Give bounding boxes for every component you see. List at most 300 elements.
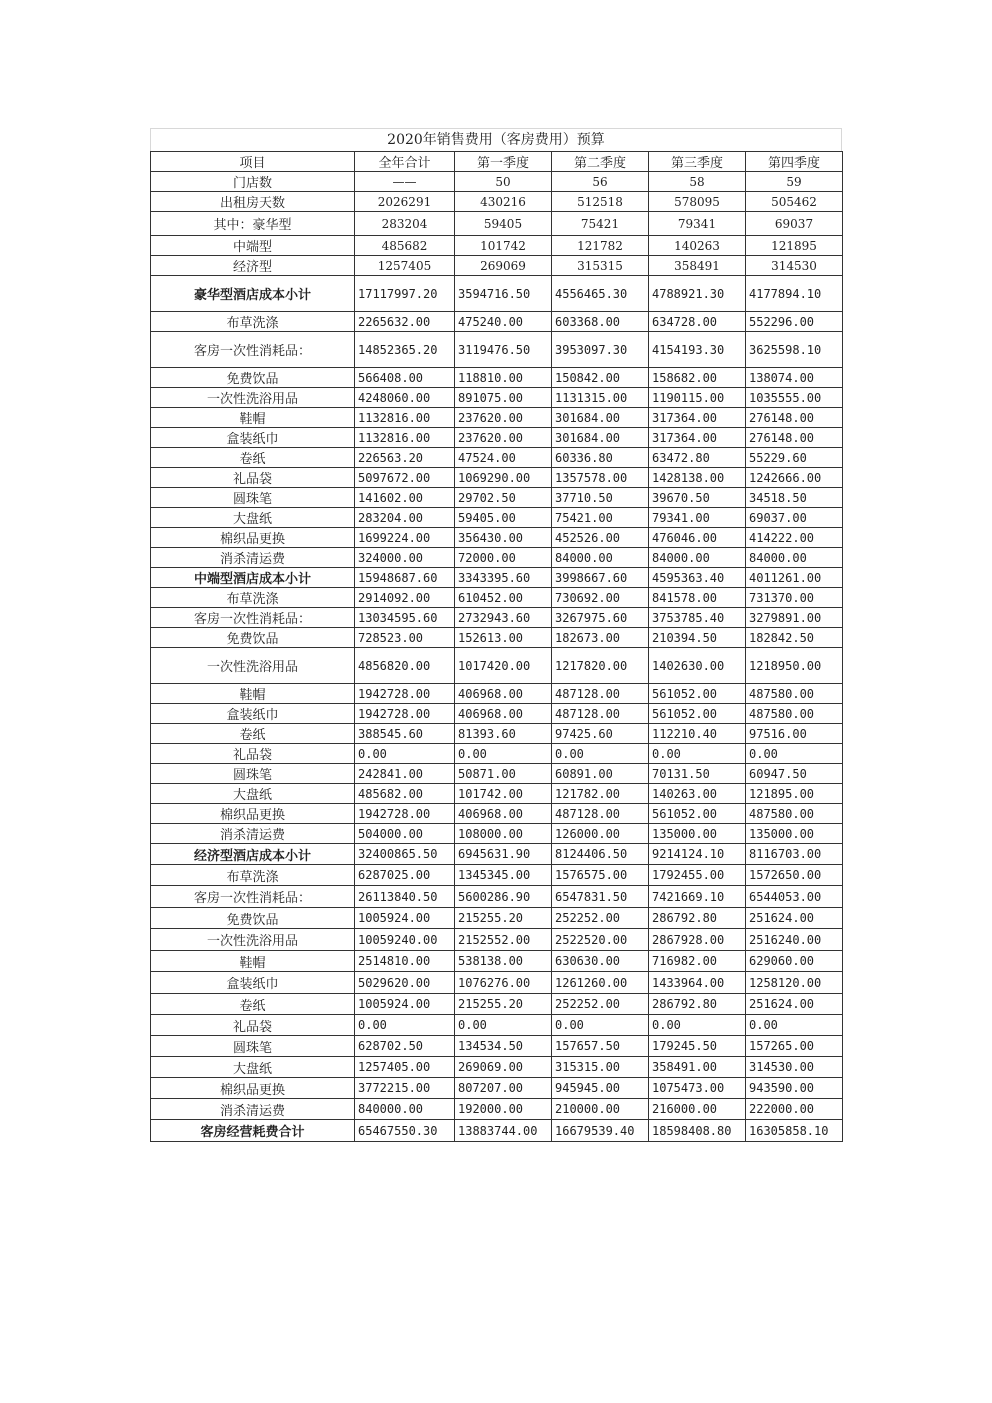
detail-row [151, 704, 843, 724]
value-cell: 0.00 [455, 744, 552, 764]
value-cell: 487580.00 [746, 684, 843, 704]
value-cell: 388545.60 [355, 724, 455, 744]
value-cell: 358491 [649, 256, 746, 276]
row-label: 客房一次性消耗品： [151, 608, 355, 628]
value-cell: 2867928.00 [649, 929, 746, 951]
row-label: 棉织品更换 [151, 528, 355, 548]
value-cell: 269069.00 [455, 1057, 552, 1078]
value-cell: 138074.00 [746, 368, 843, 388]
detail-row [151, 1057, 843, 1078]
value-cell: 3998667.60 [552, 568, 649, 588]
value-cell: 4595363.40 [649, 568, 746, 588]
value-cell: 487128.00 [552, 684, 649, 704]
value-cell: 314530 [746, 256, 843, 276]
value-cell: 0.00 [552, 1015, 649, 1036]
value-cell: 210394.50 [649, 628, 746, 648]
value-cell: 140263 [649, 236, 746, 256]
row-label: 盒装纸巾 [151, 428, 355, 448]
value-cell: 3625598.10 [746, 332, 843, 368]
subtotal-row [151, 568, 843, 588]
value-cell: 406968.00 [455, 804, 552, 824]
value-cell: 7421669.10 [649, 886, 746, 908]
value-cell: 1428138.00 [649, 468, 746, 488]
value-cell: 2152552.00 [455, 929, 552, 951]
value-cell: 6287025.00 [355, 865, 455, 886]
value-cell: 118810.00 [455, 368, 552, 388]
value-cell: 179245.50 [649, 1036, 746, 1057]
value-cell: 0.00 [455, 1015, 552, 1036]
value-cell: 237620.00 [455, 408, 552, 428]
detail-row [151, 388, 843, 408]
value-cell: 512518 [552, 192, 649, 212]
row-label: 一次性洗浴用品 [151, 648, 355, 684]
value-cell: 16679539.40 [552, 1120, 649, 1142]
value-cell: 314530.00 [746, 1057, 843, 1078]
value-cell: 4556465.30 [552, 276, 649, 312]
detail-row [151, 488, 843, 508]
value-cell: 158682.00 [649, 368, 746, 388]
subtotal-row [151, 844, 843, 865]
value-cell: 126000.00 [552, 824, 649, 844]
value-cell: 39670.50 [649, 488, 746, 508]
value-cell: 4177894.10 [746, 276, 843, 312]
value-cell: 1258120.00 [746, 972, 843, 994]
detail-row [151, 648, 843, 684]
value-cell: 69037.00 [746, 508, 843, 528]
value-cell: 317364.00 [649, 408, 746, 428]
value-cell: 1942728.00 [355, 684, 455, 704]
value-cell: 807207.00 [455, 1078, 552, 1099]
value-cell: 538138.00 [455, 951, 552, 972]
value-cell: 452526.00 [552, 528, 649, 548]
header-cell: 第一季度 [455, 152, 552, 172]
value-cell: 504000.00 [355, 824, 455, 844]
value-cell: 2026291 [355, 192, 455, 212]
value-cell: 487580.00 [746, 704, 843, 724]
value-cell: 55229.60 [746, 448, 843, 468]
value-cell: 840000.00 [355, 1099, 455, 1120]
value-cell: 485682 [355, 236, 455, 256]
value-cell: 1699224.00 [355, 528, 455, 548]
header-cell: 全年合计 [355, 152, 455, 172]
row-label: 大盘纸 [151, 508, 355, 528]
value-cell: 1218950.00 [746, 648, 843, 684]
value-cell: 60947.50 [746, 764, 843, 784]
value-cell: 505462 [746, 192, 843, 212]
row-label: 大盘纸 [151, 1057, 355, 1078]
value-cell: 4154193.30 [649, 332, 746, 368]
value-cell: 1792455.00 [649, 865, 746, 886]
value-cell: 79341.00 [649, 508, 746, 528]
value-cell: 252252.00 [552, 908, 649, 929]
row-label: 豪华型酒店成本小计 [151, 276, 355, 312]
value-cell: 315315 [552, 256, 649, 276]
value-cell: 121782.00 [552, 784, 649, 804]
value-cell: 3279891.00 [746, 608, 843, 628]
value-cell: 37710.50 [552, 488, 649, 508]
row-label: 礼品袋 [151, 744, 355, 764]
value-cell: 2914092.00 [355, 588, 455, 608]
detail-row [151, 588, 843, 608]
value-cell: 603368.00 [552, 312, 649, 332]
value-cell: 630630.00 [552, 951, 649, 972]
detail-row [151, 865, 843, 886]
value-cell: 485682.00 [355, 784, 455, 804]
value-cell: 3753785.40 [649, 608, 746, 628]
row-label: 鞋帽 [151, 408, 355, 428]
value-cell: 475240.00 [455, 312, 552, 332]
value-cell: 628702.50 [355, 1036, 455, 1057]
value-cell: 4856820.00 [355, 648, 455, 684]
row-label: 圆珠笔 [151, 764, 355, 784]
value-cell: 237620.00 [455, 428, 552, 448]
detail-row [151, 312, 843, 332]
row-label: 圆珠笔 [151, 488, 355, 508]
detail-row [151, 1078, 843, 1099]
value-cell: 1005924.00 [355, 908, 455, 929]
value-cell: 414222.00 [746, 528, 843, 548]
value-cell: 84000.00 [649, 548, 746, 568]
value-cell: 108000.00 [455, 824, 552, 844]
value-cell: 1132816.00 [355, 428, 455, 448]
value-cell: 2265632.00 [355, 312, 455, 332]
row-label: 卷纸 [151, 724, 355, 744]
value-cell: 578095 [649, 192, 746, 212]
value-cell: 286792.80 [649, 994, 746, 1015]
value-cell: 101742 [455, 236, 552, 256]
summary-row [151, 212, 843, 236]
value-cell: 72000.00 [455, 548, 552, 568]
value-cell: 152613.00 [455, 628, 552, 648]
value-cell: 358491.00 [649, 1057, 746, 1078]
row-label: 免费饮品 [151, 908, 355, 929]
value-cell: 566408.00 [355, 368, 455, 388]
value-cell: 34518.50 [746, 488, 843, 508]
value-cell: 215255.20 [455, 908, 552, 929]
value-cell: 487128.00 [552, 704, 649, 724]
detail-row [151, 508, 843, 528]
value-cell: 561052.00 [649, 684, 746, 704]
row-label: 消杀清运费 [151, 1099, 355, 1120]
row-label: 出租房天数 [151, 192, 355, 212]
row-label: 经济型酒店成本小计 [151, 844, 355, 865]
detail-row [151, 448, 843, 468]
row-label: 消杀清运费 [151, 824, 355, 844]
value-cell: 1069290.00 [455, 468, 552, 488]
row-label: 棉织品更换 [151, 804, 355, 824]
value-cell: 561052.00 [649, 704, 746, 724]
detail-row [151, 628, 843, 648]
detail-row [151, 368, 843, 388]
detail-row [151, 994, 843, 1015]
value-cell: 315315.00 [552, 1057, 649, 1078]
value-cell: 629060.00 [746, 951, 843, 972]
value-cell: 1017420.00 [455, 648, 552, 684]
budget-sheet [150, 128, 842, 1142]
value-cell: 945945.00 [552, 1078, 649, 1099]
row-label: 中端型酒店成本小计 [151, 568, 355, 588]
value-cell: 3594716.50 [455, 276, 552, 312]
value-cell: 2732943.60 [455, 608, 552, 628]
row-label: 盒装纸巾 [151, 704, 355, 724]
value-cell: 60336.80 [552, 448, 649, 468]
value-cell: 6544053.00 [746, 886, 843, 908]
value-cell: 70131.50 [649, 764, 746, 784]
value-cell: —— [355, 172, 455, 192]
value-cell: 97425.60 [552, 724, 649, 744]
value-cell: 121782 [552, 236, 649, 256]
header-row [151, 152, 843, 172]
value-cell: 716982.00 [649, 951, 746, 972]
value-cell: 4248060.00 [355, 388, 455, 408]
value-cell: 17117997.20 [355, 276, 455, 312]
value-cell: 29702.50 [455, 488, 552, 508]
detail-row [151, 908, 843, 929]
value-cell: 561052.00 [649, 804, 746, 824]
value-cell: 134534.50 [455, 1036, 552, 1057]
value-cell: 13034595.60 [355, 608, 455, 628]
value-cell: 140263.00 [649, 784, 746, 804]
value-cell: 9214124.10 [649, 844, 746, 865]
value-cell: 157657.50 [552, 1036, 649, 1057]
value-cell: 1942728.00 [355, 704, 455, 724]
detail-row [151, 724, 843, 744]
value-cell: 1257405.00 [355, 1057, 455, 1078]
detail-row [151, 764, 843, 784]
row-label: 客房一次性消耗品： [151, 886, 355, 908]
header-cell: 第四季度 [746, 152, 843, 172]
detail-row [151, 784, 843, 804]
detail-row [151, 744, 843, 764]
row-label: 大盘纸 [151, 784, 355, 804]
detail-row [151, 332, 843, 368]
detail-row [151, 548, 843, 568]
row-label: 免费饮品 [151, 368, 355, 388]
row-label: 免费饮品 [151, 628, 355, 648]
value-cell: 476046.00 [649, 528, 746, 548]
value-cell: 5600286.90 [455, 886, 552, 908]
value-cell: 301684.00 [552, 428, 649, 448]
value-cell: 406968.00 [455, 704, 552, 724]
value-cell: 2516240.00 [746, 929, 843, 951]
value-cell: 1131315.00 [552, 388, 649, 408]
value-cell: 251624.00 [746, 994, 843, 1015]
row-label: 消杀清运费 [151, 548, 355, 568]
value-cell: 0.00 [649, 744, 746, 764]
value-cell: 487580.00 [746, 804, 843, 824]
value-cell: 841578.00 [649, 588, 746, 608]
value-cell: 59405.00 [455, 508, 552, 528]
value-cell: 0.00 [355, 744, 455, 764]
value-cell: 552296.00 [746, 312, 843, 332]
value-cell: 222000.00 [746, 1099, 843, 1120]
value-cell: 1576575.00 [552, 865, 649, 886]
value-cell: 210000.00 [552, 1099, 649, 1120]
value-cell: 283204.00 [355, 508, 455, 528]
value-cell: 1942728.00 [355, 804, 455, 824]
value-cell: 1035555.00 [746, 388, 843, 408]
value-cell: 26113840.50 [355, 886, 455, 908]
value-cell: 65467550.30 [355, 1120, 455, 1142]
detail-row [151, 528, 843, 548]
value-cell: 251624.00 [746, 908, 843, 929]
detail-row [151, 428, 843, 448]
value-cell: 63472.80 [649, 448, 746, 468]
detail-row [151, 468, 843, 488]
row-label: 棉织品更换 [151, 1078, 355, 1099]
detail-row [151, 1099, 843, 1120]
detail-row [151, 972, 843, 994]
value-cell: 141602.00 [355, 488, 455, 508]
value-cell: 1217820.00 [552, 648, 649, 684]
value-cell: 2514810.00 [355, 951, 455, 972]
value-cell: 6547831.50 [552, 886, 649, 908]
value-cell: 487128.00 [552, 804, 649, 824]
value-cell: 1005924.00 [355, 994, 455, 1015]
summary-row [151, 172, 843, 192]
detail-row [151, 608, 843, 628]
value-cell: 84000.00 [552, 548, 649, 568]
value-cell: 3267975.60 [552, 608, 649, 628]
value-cell: 3343395.60 [455, 568, 552, 588]
value-cell: 226563.20 [355, 448, 455, 468]
value-cell: 50 [455, 172, 552, 192]
value-cell: 1190115.00 [649, 388, 746, 408]
value-cell: 75421 [552, 212, 649, 236]
budget-table-body [151, 152, 843, 1142]
detail-row [151, 929, 843, 951]
value-cell: 731370.00 [746, 588, 843, 608]
detail-row [151, 804, 843, 824]
detail-row [151, 1015, 843, 1036]
value-cell: 79341 [649, 212, 746, 236]
value-cell: 730692.00 [552, 588, 649, 608]
value-cell: 182673.00 [552, 628, 649, 648]
row-label: 门店数 [151, 172, 355, 192]
summary-row [151, 256, 843, 276]
value-cell: 58 [649, 172, 746, 192]
value-cell: 50871.00 [455, 764, 552, 784]
subtotal-row [151, 1120, 843, 1142]
value-cell: 1076276.00 [455, 972, 552, 994]
value-cell: 0.00 [355, 1015, 455, 1036]
detail-row [151, 886, 843, 908]
value-cell: 216000.00 [649, 1099, 746, 1120]
value-cell: 728523.00 [355, 628, 455, 648]
row-label: 盒装纸巾 [151, 972, 355, 994]
value-cell: 121895 [746, 236, 843, 256]
value-cell: 32400865.50 [355, 844, 455, 865]
value-cell: 610452.00 [455, 588, 552, 608]
row-label: 礼品袋 [151, 468, 355, 488]
header-cell: 第二季度 [552, 152, 649, 172]
row-label: 布草洗涤 [151, 588, 355, 608]
detail-row [151, 408, 843, 428]
row-label: 鞋帽 [151, 684, 355, 704]
value-cell: 1261260.00 [552, 972, 649, 994]
detail-row [151, 684, 843, 704]
value-cell: 1345345.00 [455, 865, 552, 886]
value-cell: 252252.00 [552, 994, 649, 1015]
value-cell: 0.00 [552, 744, 649, 764]
value-cell: 59 [746, 172, 843, 192]
value-cell: 97516.00 [746, 724, 843, 744]
value-cell: 1433964.00 [649, 972, 746, 994]
value-cell: 4788921.30 [649, 276, 746, 312]
value-cell: 276148.00 [746, 428, 843, 448]
value-cell: 356430.00 [455, 528, 552, 548]
value-cell: 269069 [455, 256, 552, 276]
row-label: 中端型 [151, 236, 355, 256]
value-cell: 5029620.00 [355, 972, 455, 994]
row-label: 一次性洗浴用品 [151, 929, 355, 951]
header-cell: 第三季度 [649, 152, 746, 172]
value-cell: 1357578.00 [552, 468, 649, 488]
value-cell: 276148.00 [746, 408, 843, 428]
value-cell: 324000.00 [355, 548, 455, 568]
value-cell: 121895.00 [746, 784, 843, 804]
row-label: 礼品袋 [151, 1015, 355, 1036]
value-cell: 112210.40 [649, 724, 746, 744]
value-cell: 182842.50 [746, 628, 843, 648]
value-cell: 1257405 [355, 256, 455, 276]
value-cell: 101742.00 [455, 784, 552, 804]
value-cell: 60891.00 [552, 764, 649, 784]
value-cell: 135000.00 [649, 824, 746, 844]
value-cell: 634728.00 [649, 312, 746, 332]
value-cell: 1572650.00 [746, 865, 843, 886]
value-cell: 157265.00 [746, 1036, 843, 1057]
value-cell: 1242666.00 [746, 468, 843, 488]
value-cell: 14852365.20 [355, 332, 455, 368]
value-cell: 59405 [455, 212, 552, 236]
value-cell: 3772215.00 [355, 1078, 455, 1099]
subtotal-row [151, 276, 843, 312]
value-cell: 0.00 [746, 744, 843, 764]
header-cell: 项目 [151, 152, 355, 172]
value-cell: 10059240.00 [355, 929, 455, 951]
summary-row [151, 192, 843, 212]
row-label: 客房经营耗费合计 [151, 1120, 355, 1142]
value-cell: 1402630.00 [649, 648, 746, 684]
value-cell: 5097672.00 [355, 468, 455, 488]
value-cell: 301684.00 [552, 408, 649, 428]
row-label: 鞋帽 [151, 951, 355, 972]
value-cell: 192000.00 [455, 1099, 552, 1120]
detail-row [151, 824, 843, 844]
row-label: 布草洗涤 [151, 312, 355, 332]
row-label: 经济型 [151, 256, 355, 276]
value-cell: 6945631.90 [455, 844, 552, 865]
value-cell: 47524.00 [455, 448, 552, 468]
summary-row [151, 236, 843, 256]
value-cell: 215255.20 [455, 994, 552, 1015]
row-label: 卷纸 [151, 994, 355, 1015]
row-label: 一次性洗浴用品 [151, 388, 355, 408]
value-cell: 56 [552, 172, 649, 192]
value-cell: 891075.00 [455, 388, 552, 408]
value-cell: 430216 [455, 192, 552, 212]
value-cell: 15948687.60 [355, 568, 455, 588]
row-label: 卷纸 [151, 448, 355, 468]
value-cell: 16305858.10 [746, 1120, 843, 1142]
value-cell: 4011261.00 [746, 568, 843, 588]
row-label: 布草洗涤 [151, 865, 355, 886]
value-cell: 8116703.00 [746, 844, 843, 865]
row-label: 客房一次性消耗品： [151, 332, 355, 368]
row-label: 圆珠笔 [151, 1036, 355, 1057]
value-cell: 242841.00 [355, 764, 455, 784]
